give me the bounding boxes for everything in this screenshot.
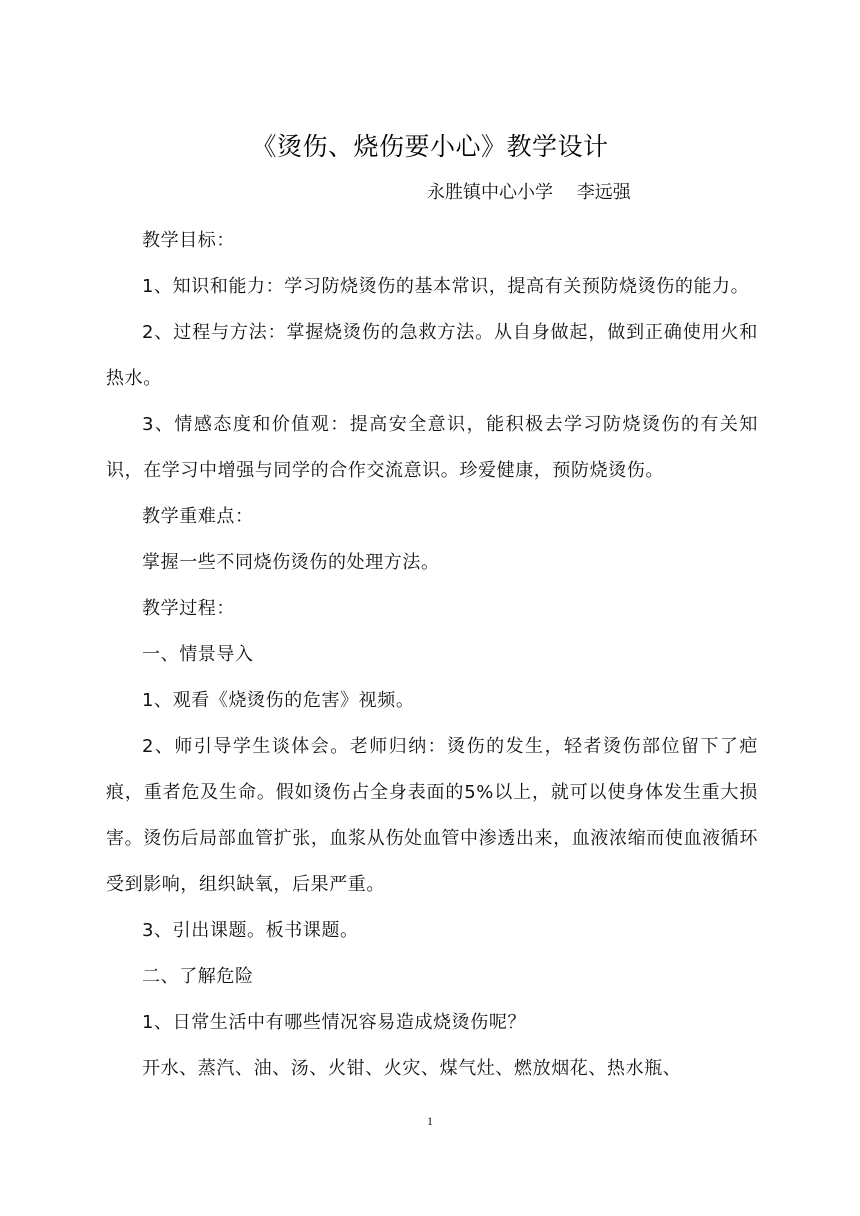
paragraph-process-heading: 教学过程： (142, 598, 235, 619)
page-number: 1 (427, 1114, 433, 1128)
paragraph-section-1-step-3: 3、引出课题。板书课题。 (142, 920, 359, 941)
paragraph-keypoints-heading: 教学重难点： (142, 506, 254, 527)
paragraph-objectives-heading: 教学目标： (142, 230, 235, 251)
paragraph-objective-2: 2、过程与方法：掌握烧烫伤的急救方法。从自身做起，做到正确使用火和热水。 (106, 322, 758, 389)
document-title: 《烫伤、烧伤要小心》教学设计 (251, 132, 609, 161)
document-body (106, 218, 758, 1092)
paragraph-section-1-step-1: 1、观看《烧烫伤的危害》视频。 (142, 690, 415, 711)
paragraph-section-1-heading: 一、情景导入 (142, 644, 254, 665)
paragraph-section-2-heading: 二、了解危险 (142, 966, 254, 987)
paragraph-section-2-examples: 开水、蒸汽、油、汤、火钳、火灾、煤气灶、燃放烟花、热水瓶、 (142, 1058, 682, 1079)
paragraph-objective-3: 3、情感态度和价值观：提高安全意识，能积极去学习防烧烫伤的有关知识，在学习中增强与同学的合作交流意识。珍爱健康，预防烧烫伤。 (106, 414, 758, 481)
paragraph-keypoints: 掌握一些不同烧伤烫伤的处理方法。 (142, 552, 440, 573)
author-line: 永胜镇中心小学 李远强 (427, 182, 631, 203)
paragraph-section-1-step-2: 2、师引导学生谈体会。老师归纳：烫伤的发生，轻者烫伤部位留下了疤痕，重者危及生命。假如烫伤占全身表面的5%以上，就可以使身体发生重大损害。烫伤后局部血管扩张，血浆从伤处血管中渗透出来，血液浓缩而使血液循环受到影响，组织缺氧，后果严重。 (106, 736, 758, 895)
paragraph-objective-1: 1、知识和能力：学习防烧烫伤的基本常识，提高有关预防烧烫伤的能力。 (142, 276, 750, 297)
paragraph-section-2-step-1: 1、日常生活中有哪些情况容易造成烧烫伤呢？ (142, 1012, 527, 1033)
